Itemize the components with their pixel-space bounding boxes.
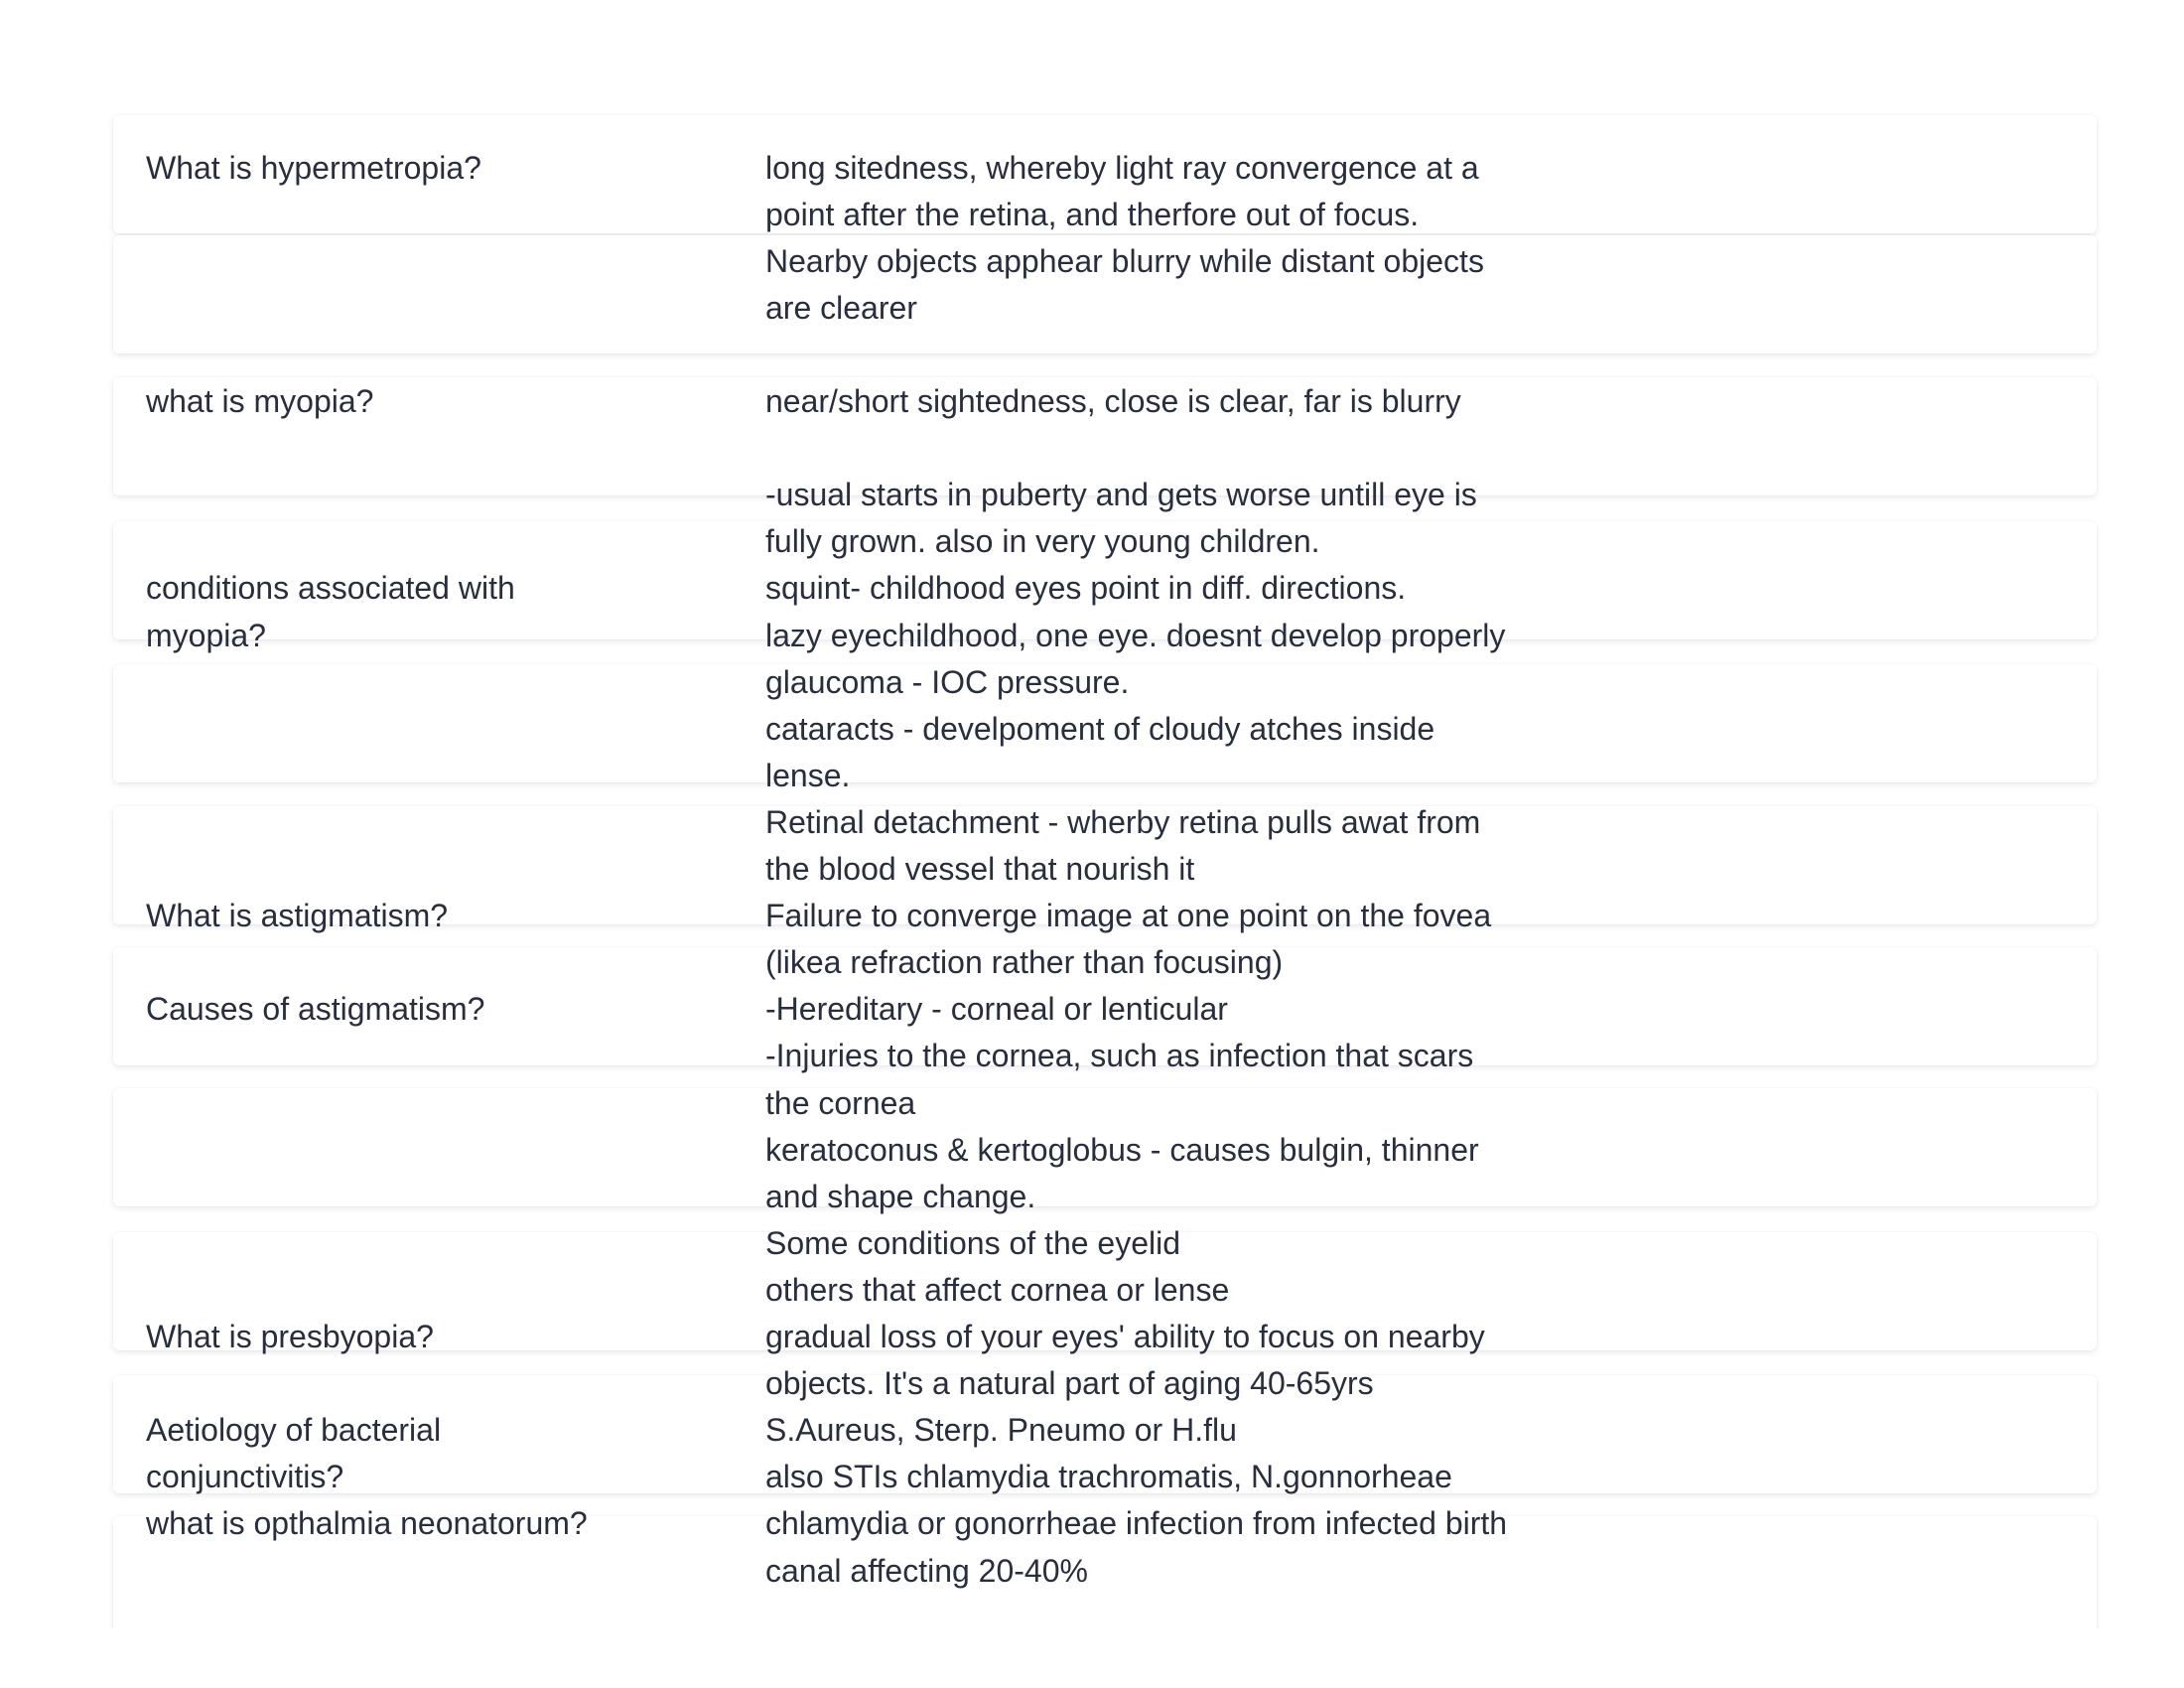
card-answer: the cornea <box>765 1084 916 1121</box>
card-question: What is hypermetropia? <box>146 149 481 186</box>
card-answer: Retinal detachment - wherby retina pulls awat from <box>765 803 1481 840</box>
card-answer: -Injuries to the cornea, such as infection that scars <box>765 1038 1474 1074</box>
card-answer: near/short sightedness, close is clear, far is blurry <box>765 383 1461 419</box>
card-answer: glaucoma - IOC pressure. <box>765 663 1130 700</box>
card-answer: point after the retina, and therfore out of focus. <box>765 196 1420 232</box>
card-answer: others that affect cornea or lense <box>765 1271 1230 1308</box>
card-answer: are clearer <box>765 289 917 326</box>
card-question: What is presbyopia? <box>146 1319 434 1354</box>
card-answer: chlamydia or gonorrheae infection from infected birth <box>765 1505 1508 1542</box>
card-answer: the blood vessel that nourish it <box>765 851 1195 887</box>
card-answer: lazy eyechildhood, one eye. doesnt develop properly <box>765 617 1506 653</box>
card-answer: objects. It's a natural part of aging 40-65yrs <box>765 1365 1374 1402</box>
card-answer: squint- childhood eyes point in diff. directions. <box>765 570 1407 607</box>
card-question: conditions associated with <box>146 570 515 607</box>
card-question: conjunctivitis? <box>146 1459 344 1495</box>
card-answer: cataracts - develpoment of cloudy atches inside <box>765 710 1435 747</box>
card-answer: -usual starts in puberty and gets worse untill eye is <box>765 477 1477 513</box>
card-answer: Failure to converge image at one point on the fovea <box>765 898 1492 934</box>
card-answer: S.Aureus, Sterp. Pneumo or H.flu <box>765 1412 1237 1449</box>
card-answer: gradual loss of your eyes' ability to focus on nearby <box>765 1319 1485 1354</box>
card-answer: also STIs chlamydia trachromatis, N.gonnorheae <box>765 1459 1452 1495</box>
card-question: myopia? <box>146 617 266 653</box>
card-question: Aetiology of bacterial <box>146 1412 442 1449</box>
card-answer: keratoconus & kertoglobus - causes bulgin, thinner <box>765 1131 1479 1168</box>
card-answer: fully grown. also in very young children. <box>765 523 1320 560</box>
card-question: Causes of astigmatism? <box>146 991 485 1028</box>
card-question: What is astigmatism? <box>146 898 449 934</box>
card-answer: canal affecting 20-40% <box>765 1552 1088 1589</box>
card-question: what is myopia? <box>146 383 374 419</box>
card-answer: (likea refraction rather than focusing) <box>765 944 1284 981</box>
card-question: what is opthalmia neonatorum? <box>146 1505 588 1542</box>
card-answer: -Hereditary - corneal or lenticular <box>765 991 1228 1028</box>
card-answer: Nearby objects apphear blurry while distant objects <box>765 242 1484 279</box>
card-answer: and shape change. <box>765 1178 1036 1214</box>
card-answer: long sitedness, whereby light ray convergence at a <box>765 149 1479 186</box>
card-answer: lense. <box>765 757 851 793</box>
card-answer: Some conditions of the eyelid <box>765 1224 1181 1261</box>
